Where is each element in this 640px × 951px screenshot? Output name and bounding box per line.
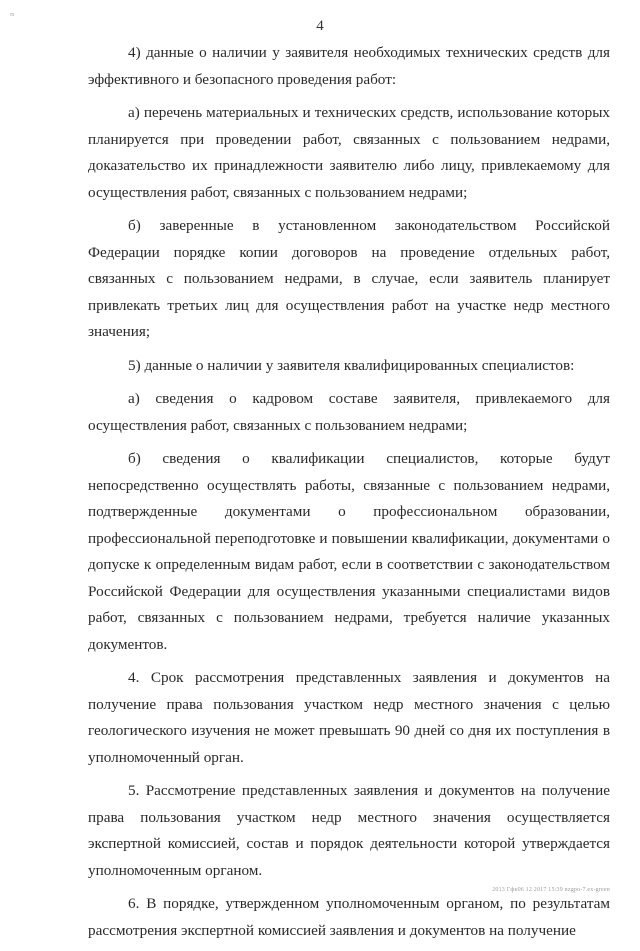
paragraph-5-expert-commission: 5. Рассмотрение представленных заявления и документов на получение права пользования участком недр местного значения осуществляется экспертной комиссией, состав и порядок деятельности которой утверждается уполномоченным органом. <box>88 782 610 879</box>
document-body <box>88 40 610 951</box>
paragraph-subitem-a-staff: а) сведения о кадровом составе заявителя, привлекаемого для осуществления работ, связанных с пользованием недрами; <box>88 390 610 434</box>
scan-footer-stamp: 2013 Гфк06 12 2017 15:39 nzgpo-7.ex-green <box>492 887 610 893</box>
paragraph-subitem-a-materials-list: а) перечень материальных и технических средств, использование которых планируется при проведении работ, связанных с пользованием недрами, доказательство их принадлежности заявителю либо лицу, привлекаемому для осуществления работ, связанных с пользованием недрами; <box>88 104 610 201</box>
paragraph-subitem-b-qualification: б) сведения о квалификации специалистов, которые будут непосредственно осуществлять работы, связанные с пользованием недрами, подтвержденные документами о профессиональном образовании, профессиональной переподготовке и повышении квалификации, документами о допуске к определенным видам работ, если в соответствии с законодательством Российской Федерации для осуществления указанными специалистами видов работ, связанных с пользованием недрами, требуется наличие указанных документов. <box>88 450 610 653</box>
paragraph-item-4-technical-means: 4) данные о наличии у заявителя необходимых технических средств для эффективного и безопасного проведения работ: <box>88 44 610 88</box>
paragraph-subitem-b-contracts: б) заверенные в установленном законодательством Российской Федерации порядке копии договоров на проведение отдельных работ, связанных с пользованием недрами, в случае, если заявитель планирует привлекать третьих лиц для осуществления работ на участке недр местного значения; <box>88 217 610 340</box>
paragraph-item-5-specialists: 5) данные о наличии у заявителя квалифицированных специалистов: <box>128 356 575 374</box>
paragraph-4-review-term: 4. Срок рассмотрения представленных заявления и документов на получение права пользования участком недр местного значения с целью геологического изучения не может превышать 90 дней со дня их поступления в уполномоченный орган. <box>88 669 610 766</box>
paragraph-6-procedure: 6. В порядке, утвержденном уполномоченным органом, по результатам рассмотрения экспертной комиссией заявления и документов на получение <box>88 895 610 939</box>
page-number: 4 <box>316 18 324 34</box>
scan-corner-mark: ≈ <box>10 10 15 19</box>
